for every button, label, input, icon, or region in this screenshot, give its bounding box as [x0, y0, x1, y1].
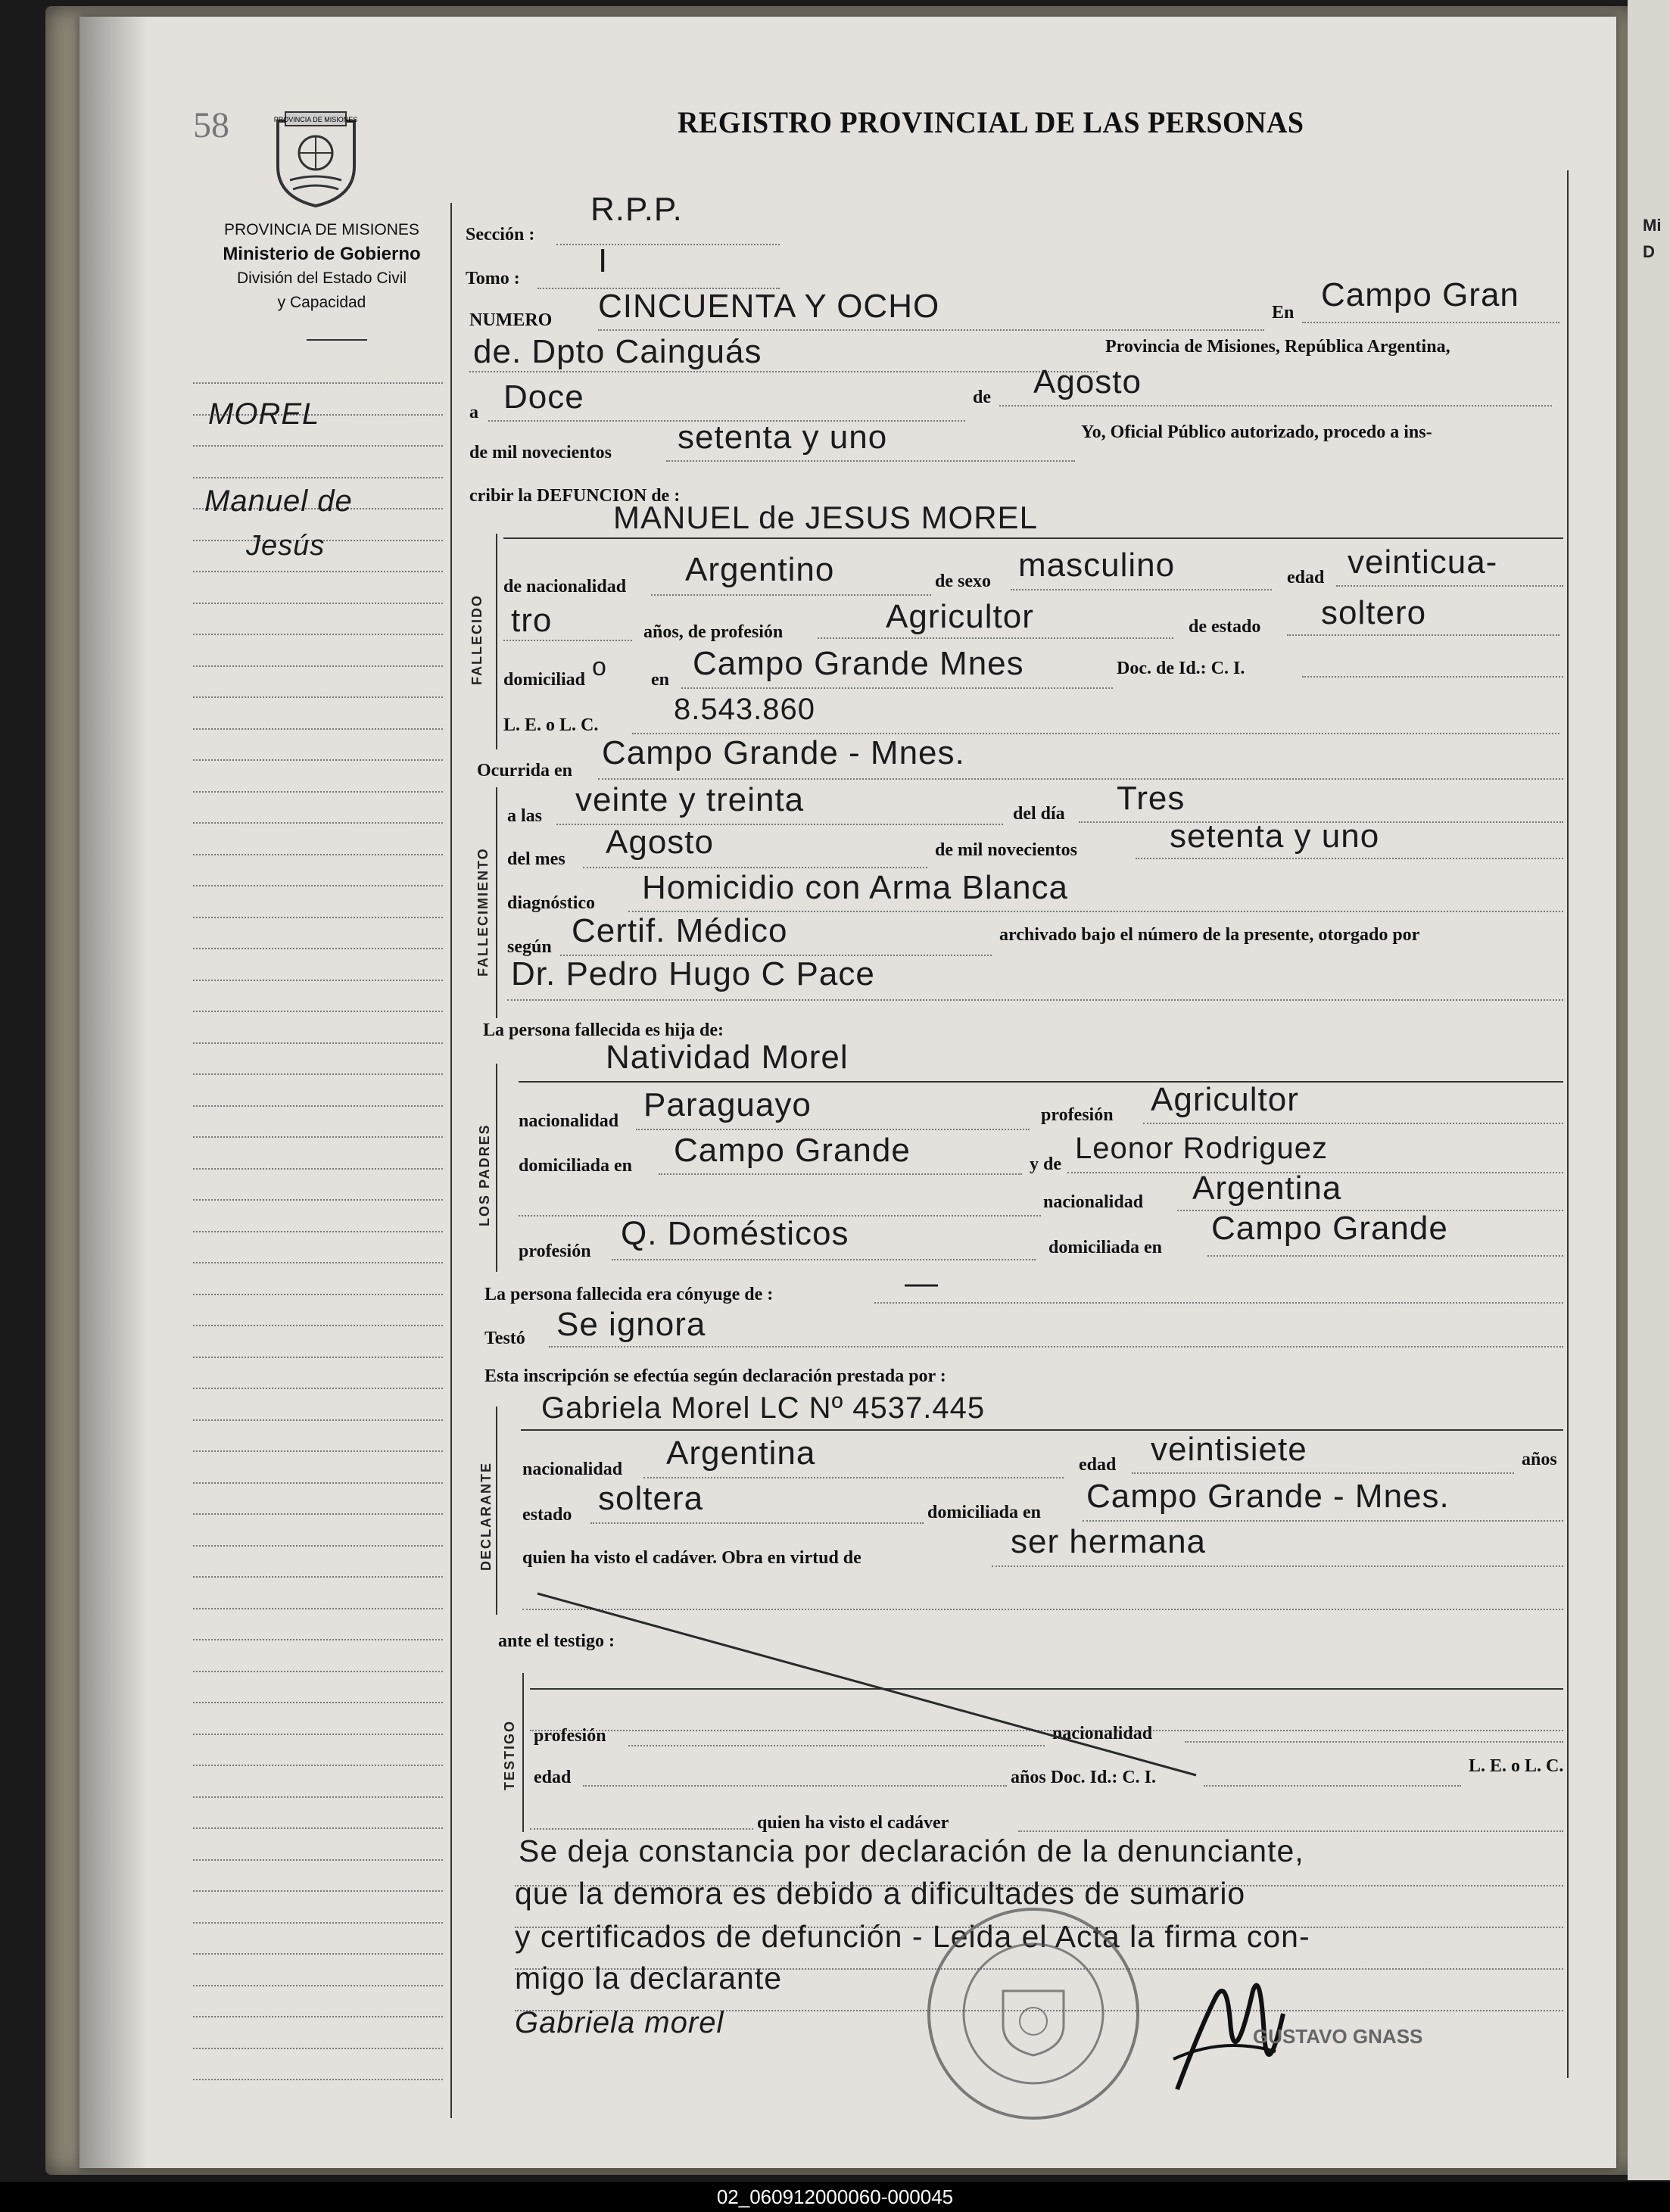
sidebar-rule: [193, 1796, 443, 1798]
label-estado: de estado: [1189, 617, 1261, 637]
sidebar-rule: [193, 1545, 443, 1547]
label-anos-profesion: años, de profesión: [643, 622, 784, 642]
label-en-domicilio: en: [651, 670, 669, 690]
institution-ministry: Ministerio de Gobierno: [223, 244, 421, 264]
official-stamp-name: GUSTAVO GNASS: [1253, 2025, 1423, 2048]
value-domiciliado-suffix: o: [592, 653, 607, 681]
field-line: [469, 371, 1098, 372]
label-archivado: archivado bajo el número de la presente, otorgado por: [999, 925, 1420, 945]
sidebar-given-name-1: Manuel de: [204, 484, 353, 518]
value-mes: Agosto: [1033, 363, 1142, 400]
value-nacionalidad: Argentino: [685, 551, 835, 588]
label-de: de: [973, 388, 991, 407]
sidebar-rule: [193, 1294, 443, 1295]
field-line: [1302, 322, 1559, 323]
sidebar-border: [450, 203, 452, 2118]
field-line: [590, 1522, 924, 1524]
sidebar-rule: [193, 822, 443, 824]
field-line: [549, 1346, 1563, 1347]
value-medico: Dr. Pedro Hugo C Pace: [511, 955, 875, 992]
field-line: [1136, 858, 1563, 859]
label-profesion-madre: profesión: [519, 1242, 591, 1261]
label-diagnostico: diagnóstico: [507, 893, 596, 913]
institution-block: [170, 218, 473, 315]
value-domicilio: Campo Grande Mnes: [693, 645, 1024, 682]
facing-page-edge: [1628, 0, 1670, 2180]
sidebar-rule: [193, 1168, 443, 1170]
field-line: [507, 999, 1563, 1001]
sidebar-rule: [193, 382, 443, 384]
official-stamp: [920, 1900, 1147, 2127]
sidebar-rule: [193, 728, 443, 730]
label-ocurrida: Ocurrida en: [477, 761, 572, 780]
value-sexo: masculino: [1018, 547, 1176, 584]
name-line: [519, 1081, 1563, 1083]
sidebar-rule: [193, 634, 443, 635]
note-line-3: y certificados de defunción - Leida el Acta la firma con-: [515, 1919, 1310, 1954]
label-testo: Testó: [484, 1329, 525, 1348]
sidebar-rule: [193, 696, 443, 698]
field-line: [503, 640, 632, 641]
right-border: [1567, 170, 1569, 2078]
note-line-1: Se deja constancia por declaración de la denunciante,: [519, 1833, 1304, 1868]
institution-division: División del Estado Civil: [236, 269, 407, 287]
sidebar-divider: [307, 339, 367, 341]
institution-province: PROVINCIA DE MISIONES: [224, 221, 419, 238]
sidebar-rule: [193, 1859, 443, 1861]
provincial-emblem: [269, 106, 363, 208]
sidebar-rule: [193, 980, 443, 981]
sidebar-rule: [193, 1482, 443, 1484]
label-estado-declarante: estado: [522, 1505, 572, 1525]
field-line: [666, 460, 1075, 462]
field-line: [556, 244, 780, 245]
field-line: [1302, 676, 1563, 678]
label-inscripcion: Esta inscripción se efectúa según declaración prestada por :: [484, 1366, 946, 1386]
sidebar-rule: [193, 2079, 443, 2080]
name-line: [503, 537, 1563, 539]
sidebar-rule: [193, 1827, 443, 1829]
field-line: [1287, 634, 1559, 636]
value-estado: soltero: [1321, 594, 1427, 631]
field-line: [636, 1129, 1030, 1130]
label-edad: edad: [1287, 568, 1325, 587]
label-provincia: Provincia de Misiones, República Argentina,: [1105, 337, 1450, 357]
value-estado-declarante: soltera: [598, 1480, 704, 1517]
label-y-de: y de: [1030, 1154, 1061, 1174]
value-anio: setenta y uno: [678, 419, 888, 456]
sidebar-rule: [193, 1419, 443, 1421]
sidebar-rule: [193, 791, 443, 793]
value-edad-1: veinticua-: [1348, 544, 1498, 581]
label-le: L. E. o L. C.: [503, 715, 599, 735]
label-de-mil: de mil novecientos: [469, 443, 612, 463]
value-dia: Doce: [503, 379, 584, 416]
value-seccion: R.P.P.: [590, 191, 683, 228]
sidebar-rule: [193, 1450, 443, 1452]
label-en: En: [1272, 303, 1295, 322]
label-cribir: cribir la DEFUNCION de :: [469, 486, 681, 506]
sidebar-rule: [193, 1890, 443, 1892]
label-segun: según: [507, 937, 552, 957]
label-a-las: a las: [507, 806, 543, 826]
sidebar-rule: [193, 603, 443, 604]
field-line: [1018, 1830, 1563, 1832]
value-tomo: I: [598, 242, 609, 279]
note-line-4: migo la declarante: [515, 1961, 783, 1995]
block-border: [496, 1064, 497, 1272]
value-documento: 8.543.860: [674, 693, 815, 726]
label-de-mil-fallecimiento: de mil novecientos: [935, 840, 1077, 860]
field-line: [659, 1173, 1022, 1175]
field-line: [651, 594, 931, 596]
field-line: [1336, 585, 1563, 587]
label-a: a: [469, 403, 478, 422]
value-dia-fallecimiento: Tres: [1117, 780, 1186, 817]
value-domicilio-padre: Campo Grande: [674, 1132, 911, 1169]
page-number: 58: [193, 105, 229, 145]
value-edad-2: tro: [511, 602, 553, 639]
field-line: [1132, 1472, 1514, 1474]
label-doc: Doc. de Id.: C. I.: [1117, 659, 1245, 678]
sidebar-rule: [193, 1011, 443, 1012]
field-line: [992, 1566, 1563, 1567]
field-line: [1143, 1123, 1563, 1124]
value-anio-fallecimiento: setenta y uno: [1170, 818, 1380, 855]
label-del-dia: del día: [1013, 804, 1065, 824]
field-line: [818, 637, 1173, 639]
field-line: [1185, 1741, 1563, 1743]
section-testigo: TESTIGO: [502, 1719, 517, 1790]
sidebar-rule: [193, 1734, 443, 1735]
block-border: [522, 1673, 524, 1832]
value-nacionalidad-declarante: Argentina: [666, 1435, 816, 1472]
value-profesion-padre: Agricultor: [1151, 1081, 1299, 1118]
page-gutter-shadow: [79, 17, 148, 2168]
field-line: [1204, 1785, 1461, 1787]
strike-through-line: [530, 1586, 1211, 1783]
sidebar-rule: [193, 445, 443, 447]
label-conyuge: La persona fallecida era cónyuge de :: [484, 1285, 774, 1304]
label-quien-testigo: quien ha visto el cadáver: [757, 1813, 949, 1833]
sidebar-rule: [193, 1765, 443, 1766]
label-anos-declarante: años: [1522, 1450, 1557, 1469]
sidebar-rule: [193, 1325, 443, 1326]
sidebar-rule: [193, 885, 443, 886]
value-segun: Certif. Médico: [572, 912, 788, 949]
label-seccion: Sección :: [466, 225, 535, 245]
value-nacionalidad-madre: Argentina: [1192, 1170, 1342, 1207]
label-nacionalidad-testigo: nacionalidad: [1052, 1724, 1153, 1743]
value-conyuge: —: [905, 1264, 939, 1301]
field-line: [530, 1828, 753, 1830]
sidebar-rule: [193, 1576, 443, 1578]
field-line: [583, 1785, 1007, 1787]
sidebar-rule: [193, 1953, 443, 1955]
emblem-label: PROVINCIA DE MISIONES: [273, 116, 358, 123]
value-testo: Se ignora: [556, 1306, 706, 1343]
sidebar-rule: [193, 1513, 443, 1515]
label-profesion-padre: profesión: [1041, 1105, 1114, 1125]
label-domiciliada-padre: domiciliada en: [519, 1156, 633, 1176]
value-mes-fallecimiento: Agosto: [606, 824, 714, 861]
label-numero: NUMERO: [469, 310, 553, 330]
field-line: [598, 329, 1264, 331]
label-edad-testigo: edad: [534, 1768, 572, 1787]
field-line: [583, 867, 927, 868]
value-declarante: Gabriela Morel LC Nº 4537.445: [541, 1391, 986, 1425]
value-profesion-madre: Q. Domésticos: [621, 1215, 849, 1252]
sidebar-rule: [193, 1639, 443, 1640]
field-line: [1083, 1520, 1563, 1522]
institution-division-cont: y Capacidad: [277, 294, 366, 311]
section-fallecido: FALLECIDO: [469, 594, 484, 685]
value-padre: Natividad Morel: [606, 1039, 849, 1076]
sidebar-rule: [193, 1388, 443, 1389]
label-del-mes: del mes: [507, 849, 565, 869]
note-line-2: que la demora es debido a dificultades de sumario: [515, 1876, 1246, 1911]
sidebar-rule: [193, 917, 443, 918]
sidebar-rule: [193, 571, 443, 572]
label-nacionalidad-declarante: nacionalidad: [522, 1460, 623, 1479]
value-numero: CINCUENTA Y OCHO: [598, 288, 940, 325]
declarant-signature: Gabriela morel: [515, 2006, 724, 2039]
label-yo: Yo, Oficial Público autorizado, procedo a ins-: [1081, 422, 1432, 442]
field-line: [598, 778, 1563, 780]
label-quien-declarante: quien ha visto el cadáver. Obra en virtud de: [522, 1548, 861, 1568]
page-title: REGISTRO PROVINCIAL DE LAS PERSONAS: [678, 105, 1304, 139]
section-padres: LOS PADRES: [477, 1123, 492, 1226]
label-edad-declarante: edad: [1079, 1455, 1117, 1475]
label-anos-testigo: años Doc. Id.: C. I.: [1011, 1768, 1157, 1787]
sidebar-rule: [193, 1136, 443, 1138]
sidebar-rule: [193, 1231, 443, 1232]
sidebar-rule: [193, 1073, 443, 1075]
image-id-footer: 02_060912000060-000045: [0, 2182, 1670, 2212]
label-nacionalidad-madre: nacionalidad: [1043, 1192, 1144, 1212]
section-declarante: DECLARANTE: [478, 1462, 494, 1571]
sidebar-rule: [193, 2016, 443, 2017]
sidebar-rule: [193, 1042, 443, 1044]
facing-page-fragment: D: [1643, 242, 1655, 261]
value-virtud: ser hermana: [1011, 1523, 1207, 1560]
value-ocurrida: Campo Grande - Mnes.: [602, 734, 965, 771]
sidebar-rule: [193, 1671, 443, 1672]
field-line: [612, 1259, 1036, 1260]
field-line: [1011, 589, 1272, 590]
label-profesion-testigo: profesión: [534, 1726, 606, 1746]
value-edad-declarante: veintisiete: [1151, 1431, 1307, 1468]
value-madre: Leonor Rodriguez: [1075, 1132, 1328, 1165]
label-nacionalidad: de nacionalidad: [503, 577, 627, 597]
value-en: Campo Gran: [1321, 276, 1519, 313]
sidebar-rule: [193, 1357, 443, 1358]
sidebar-rule: [193, 1105, 443, 1107]
label-sexo: de sexo: [935, 572, 991, 591]
sidebar-surname: MOREL: [208, 397, 320, 431]
sidebar-rule: [193, 854, 443, 855]
label-ante-testigo: ante el testigo :: [498, 1631, 615, 1651]
field-line: [643, 1477, 1064, 1478]
field-line: [1207, 1255, 1563, 1257]
label-nacionalidad-padre: nacionalidad: [519, 1111, 619, 1131]
field-line: [874, 1302, 1563, 1304]
value-nacionalidad-padre: Paraguayo: [643, 1086, 812, 1123]
value-profesion: Agricultor: [886, 598, 1034, 635]
value-hora: veinte y treinta: [575, 781, 805, 818]
sidebar-rule: [193, 1262, 443, 1263]
field-line: [681, 687, 1113, 689]
label-le-testigo: L. E. o L. C.: [1469, 1756, 1564, 1776]
sidebar-rule: [193, 759, 443, 761]
value-lugar: de. Dpto Cainguás: [473, 333, 762, 370]
sidebar-rule: [193, 1922, 443, 1924]
label-domiciliado: domiciliad: [503, 670, 586, 690]
facing-page-fragment: Mi: [1643, 216, 1662, 235]
sidebar-rule: [193, 1608, 443, 1609]
block-border: [496, 787, 497, 1018]
value-nombre: MANUEL de JESUS MOREL: [613, 500, 1038, 535]
value-diagnostico: Homicidio con Arma Blanca: [642, 869, 1069, 906]
label-tomo: Tomo :: [466, 269, 520, 288]
sidebar-rule: [193, 477, 443, 478]
label-domiciliada-declarante: domiciliada en: [927, 1503, 1042, 1522]
name-line: [521, 1429, 1563, 1431]
block-border: [496, 1407, 497, 1615]
sidebar-rule: [193, 1702, 443, 1703]
field-line: [999, 405, 1552, 407]
section-fallecimiento: FALLECIMIENTO: [475, 847, 491, 977]
block-border: [496, 534, 497, 749]
sidebar-given-name-2: Jesús: [246, 530, 326, 562]
value-domicilio-declarante: Campo Grande - Mnes.: [1086, 1478, 1450, 1515]
label-hija-de: La persona fallecida es hija de:: [483, 1020, 724, 1040]
sidebar-rule: [193, 665, 443, 667]
sidebar-rule: [193, 1199, 443, 1201]
label-domiciliada-madre: domiciliada en: [1048, 1238, 1163, 1257]
sidebar-rule: [193, 948, 443, 949]
sidebar-rule: [193, 1985, 443, 1986]
sidebar-rule: [193, 2048, 443, 2049]
value-domicilio-madre: Campo Grande: [1211, 1210, 1448, 1247]
